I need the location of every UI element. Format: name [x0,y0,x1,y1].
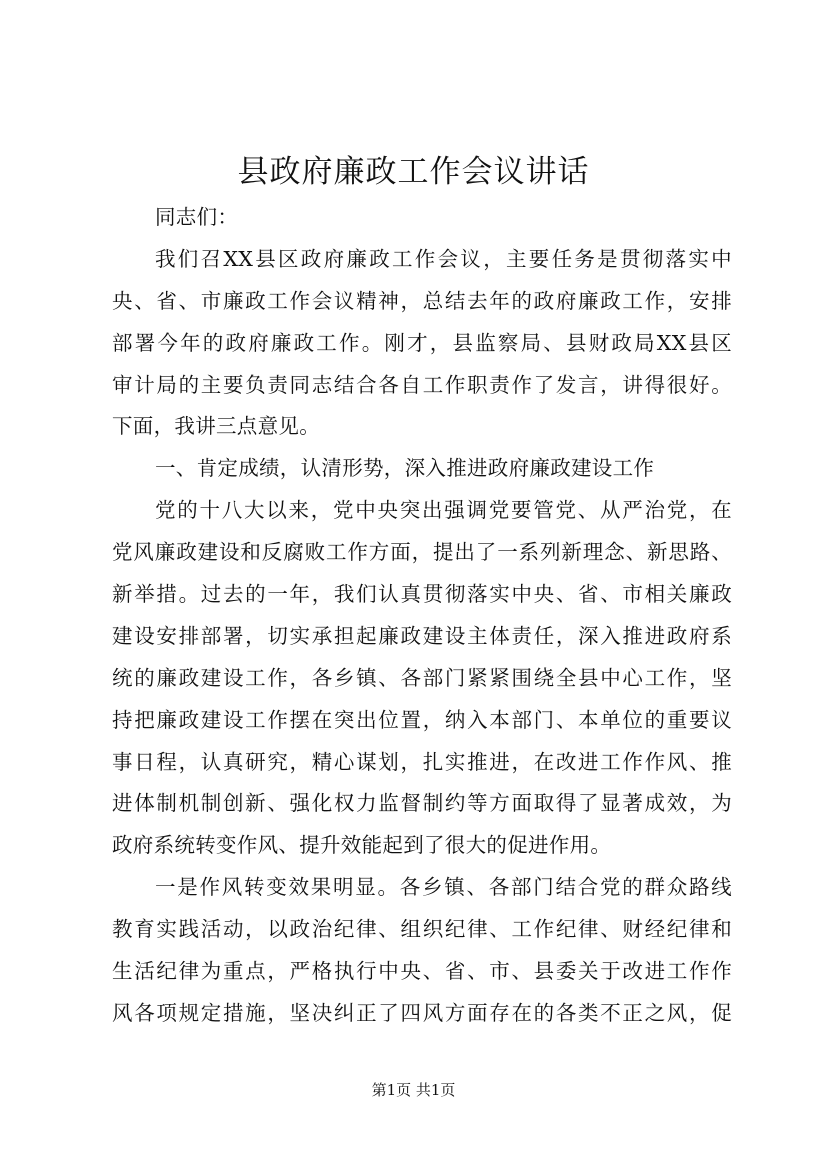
document-title: 县政府廉政工作会议讲话 [237,154,590,190]
text-line: 央、省、市廉政工作会议精神，总结去年的政府廉政工作，安排 [112,288,732,313]
text-line: 一是作风转变效果明显。各乡镇、各部门结合党的群众路线 [155,875,732,900]
text-line: 政府系统转变作风、提升效能起到了很大的促进作用。 [112,833,612,858]
text-line: 新举措。过去的一年，我们认真贯彻落实中央、省、市相关廉政 [112,582,732,607]
document-body [112,197,732,1035]
text-line: 统的廉政建设工作，各乡镇、各部门紧紧围绕全县中心工作，坚 [112,665,732,690]
text-line: 党的十八大以来，党中央突出强调党要管党、从严治党，在 [155,498,732,523]
text-line: 进体制机制创新、强化权力监督制约等方面取得了显著成效，为 [112,791,732,816]
text-line: 建设安排部署，切实承担起廉政建设主体责任，深入推进政府系 [112,623,732,648]
text-line: 审计局的主要负责同志结合各自工作职责作了发言，讲得很好。 [112,372,732,397]
text-line: 风各项规定措施，坚决纠正了四风方面存在的各类不正之风，促 [112,1000,732,1025]
text-line: 我们召XX县区政府廉政工作会议，主要任务是贯彻落实中 [155,246,732,271]
text-line: 生活纪律为重点，严格执行中央、省、市、县委关于改进工作作 [112,959,732,984]
text-line: 党风廉政建设和反腐败工作方面，提出了一系列新理念、新思路、 [112,540,732,565]
text-line: 一、肯定成绩，认清形势，深入推进政府廉政建设工作 [155,456,655,481]
text-line: 教育实践活动，以政治纪律、组织纪律、工作纪律、财经纪律和 [112,917,732,942]
text-line: 同志们： [155,205,239,229]
text-line: 部署今年的政府廉政工作。刚才，县监察局、县财政局XX县区 [112,330,732,355]
text-line: 下面，我讲三点意见。 [112,414,320,439]
text-line: 持把廉政建设工作摆在突出位置，纳入本部门、本单位的重要议 [112,707,732,732]
text-line: 事日程，认真研究，精心谋划，扎实推进，在改进工作作风、推 [112,749,732,774]
page-footer: 第1页 共1页 [371,1081,456,1099]
